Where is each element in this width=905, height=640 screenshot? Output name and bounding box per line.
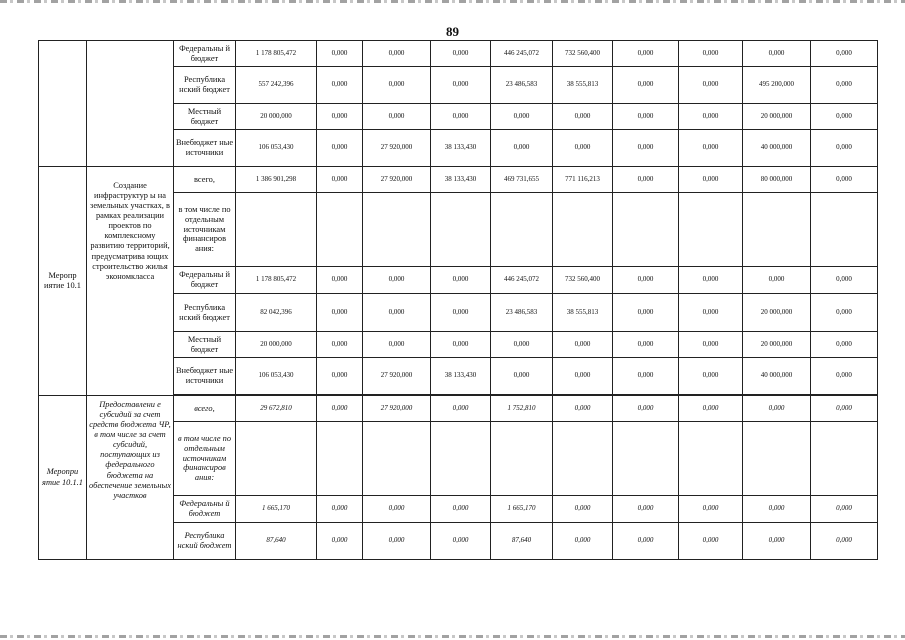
source-cell: Федеральны й бюджет — [174, 267, 236, 294]
value-cell: 0,000 — [431, 267, 491, 294]
value-cell: 29 672,810 — [236, 396, 317, 422]
value-cell: 0,000 — [613, 167, 679, 193]
value-cell: 0,000 — [679, 396, 743, 422]
value-cell: 0,000 — [613, 267, 679, 294]
source-cell: Внебюджет ные источники — [174, 130, 236, 167]
value-cell — [363, 422, 431, 496]
value-cell: 0,000 — [431, 523, 491, 560]
value-cell: 0,000 — [613, 67, 679, 104]
scan-edge-bottom — [0, 635, 905, 638]
value-cell: 38 133,430 — [431, 358, 491, 395]
table-row — [39, 41, 878, 67]
value-cell: 82 042,396 — [236, 294, 317, 332]
value-cell — [743, 422, 811, 496]
value-cell: 0,000 — [679, 104, 743, 130]
value-cell: 0,000 — [613, 332, 679, 358]
action-cell: Меропри ятие 10.1.1 — [39, 396, 87, 560]
source-cell: Местный бюджет — [174, 104, 236, 130]
value-cell: 0,000 — [811, 358, 878, 395]
value-cell — [553, 193, 613, 267]
value-cell: 40 000,000 — [743, 358, 811, 395]
value-cell: 38 555,813 — [553, 67, 613, 104]
action-cell: Меропр иятие 10.1 — [39, 167, 87, 396]
value-cell: 0,000 — [363, 41, 431, 67]
value-cell: 0,000 — [491, 332, 553, 358]
value-cell: 0,000 — [811, 267, 878, 294]
source-cell: Республика нский бюджет — [174, 67, 236, 104]
value-cell: 0,000 — [553, 496, 613, 523]
source-cell: Внебюджет ные источники — [174, 358, 236, 395]
value-cell — [811, 193, 878, 267]
value-cell: 0,000 — [811, 496, 878, 523]
value-cell: 0,000 — [431, 294, 491, 332]
value-cell: 495 200,000 — [743, 67, 811, 104]
value-cell: 0,000 — [811, 294, 878, 332]
value-cell: 0,000 — [431, 41, 491, 67]
name-cell: Предоставлени е субсидий за счет средств бюджета ЧР, в том числе за счет субсидий, поступающих из федерального бюджета на обеспечение земельных участков — [87, 396, 174, 560]
value-cell: 27 920,000 — [363, 167, 431, 193]
value-cell: 0,000 — [679, 41, 743, 67]
value-cell: 0,000 — [811, 332, 878, 358]
value-cell — [236, 422, 317, 496]
value-cell: 446 245,072 — [491, 267, 553, 294]
value-cell: 0,000 — [811, 41, 878, 67]
value-cell: 0,000 — [553, 130, 613, 167]
value-cell — [431, 193, 491, 267]
source-cell: Местный бюджет — [174, 332, 236, 358]
value-cell: 1 178 805,472 — [236, 41, 317, 67]
value-cell: 557 242,396 — [236, 67, 317, 104]
value-cell: 0,000 — [363, 294, 431, 332]
value-cell: 0,000 — [553, 332, 613, 358]
value-cell: 0,000 — [317, 294, 363, 332]
value-cell: 0,000 — [613, 294, 679, 332]
value-cell — [363, 193, 431, 267]
value-cell — [317, 422, 363, 496]
value-cell: 0,000 — [613, 130, 679, 167]
value-cell — [613, 422, 679, 496]
value-cell: 106 053,430 — [236, 130, 317, 167]
value-cell: 87,640 — [491, 523, 553, 560]
value-cell: 0,000 — [811, 396, 878, 422]
value-cell — [811, 422, 878, 496]
value-cell: 1 752,810 — [491, 396, 553, 422]
value-cell: 80 000,000 — [743, 167, 811, 193]
source-cell: Республика нский бюджет — [174, 523, 236, 560]
value-cell: 771 116,213 — [553, 167, 613, 193]
value-cell: 0,000 — [317, 167, 363, 193]
value-cell: 0,000 — [491, 358, 553, 395]
page-number: 89 — [446, 24, 459, 39]
value-cell: 27 920,000 — [363, 396, 431, 422]
value-cell: 0,000 — [317, 267, 363, 294]
value-cell: 0,000 — [363, 267, 431, 294]
source-cell: в том числе по отдельным источникам финансиров ания: — [174, 193, 236, 267]
value-cell: 0,000 — [431, 104, 491, 130]
value-cell: 446 245,072 — [491, 41, 553, 67]
value-cell: 0,000 — [743, 396, 811, 422]
value-cell: 87,640 — [236, 523, 317, 560]
value-cell: 1 665,170 — [236, 496, 317, 523]
value-cell: 0,000 — [679, 130, 743, 167]
value-cell: 38 555,813 — [553, 294, 613, 332]
value-cell: 0,000 — [317, 67, 363, 104]
value-cell: 0,000 — [679, 267, 743, 294]
value-cell: 0,000 — [613, 396, 679, 422]
action-cell — [39, 41, 87, 167]
value-cell: 23 486,583 — [491, 294, 553, 332]
value-cell: 0,000 — [491, 130, 553, 167]
value-cell: 0,000 — [363, 496, 431, 523]
value-cell: 0,000 — [811, 167, 878, 193]
value-cell: 0,000 — [743, 523, 811, 560]
value-cell: 0,000 — [317, 358, 363, 395]
value-cell: 27 920,000 — [363, 358, 431, 395]
value-cell: 38 133,430 — [431, 167, 491, 193]
value-cell: 0,000 — [317, 104, 363, 130]
value-cell: 0,000 — [679, 167, 743, 193]
value-cell: 0,000 — [613, 358, 679, 395]
value-cell: 0,000 — [317, 41, 363, 67]
value-cell: 0,000 — [811, 523, 878, 560]
value-cell: 0,000 — [679, 358, 743, 395]
value-cell: 20 000,000 — [236, 104, 317, 130]
value-cell: 0,000 — [613, 523, 679, 560]
source-cell: Федеральны й бюджет — [174, 41, 236, 67]
value-cell: 1 178 805,472 — [236, 267, 317, 294]
value-cell: 0,000 — [679, 332, 743, 358]
value-cell — [679, 193, 743, 267]
value-cell: 0,000 — [743, 41, 811, 67]
value-cell: 732 560,400 — [553, 41, 613, 67]
value-cell: 0,000 — [743, 496, 811, 523]
name-cell — [87, 41, 174, 167]
value-cell: 23 486,583 — [491, 67, 553, 104]
scan-edge-top — [0, 0, 905, 3]
value-cell: 0,000 — [613, 496, 679, 523]
value-cell: 27 920,000 — [363, 130, 431, 167]
value-cell: 20 000,000 — [743, 104, 811, 130]
value-cell: 106 053,430 — [236, 358, 317, 395]
source-cell: всего, — [174, 396, 236, 422]
value-cell: 0,000 — [811, 104, 878, 130]
value-cell: 1 665,170 — [491, 496, 553, 523]
value-cell: 0,000 — [317, 130, 363, 167]
value-cell: 0,000 — [553, 358, 613, 395]
value-cell: 0,000 — [317, 332, 363, 358]
value-cell: 469 731,655 — [491, 167, 553, 193]
value-cell: 0,000 — [679, 67, 743, 104]
value-cell: 0,000 — [317, 396, 363, 422]
value-cell: 0,000 — [613, 41, 679, 67]
value-cell: 20 000,000 — [236, 332, 317, 358]
value-cell — [743, 193, 811, 267]
value-cell: 0,000 — [553, 523, 613, 560]
name-cell: Создание инфраструктур ы на земельных участках, в рамках реализации проектов по комплексному развитию территорий, предусматрива ющих строительство жилья экономкласса — [87, 167, 174, 396]
value-cell: 0,000 — [679, 523, 743, 560]
value-cell — [613, 193, 679, 267]
source-cell: в том числе по отдельным источникам финансиров ания: — [174, 422, 236, 496]
value-cell — [491, 422, 553, 496]
value-cell: 1 386 901,298 — [236, 167, 317, 193]
table-row — [39, 396, 878, 422]
value-cell: 0,000 — [811, 130, 878, 167]
value-cell: 38 133,430 — [431, 130, 491, 167]
budget-table — [38, 40, 878, 560]
value-cell — [236, 193, 317, 267]
value-cell: 20 000,000 — [743, 332, 811, 358]
value-cell: 0,000 — [431, 396, 491, 422]
value-cell: 0,000 — [363, 104, 431, 130]
value-cell — [491, 193, 553, 267]
source-cell: всего, — [174, 167, 236, 193]
source-cell: Республика нский бюджет — [174, 294, 236, 332]
value-cell: 732 560,400 — [553, 267, 613, 294]
value-cell: 0,000 — [679, 294, 743, 332]
value-cell: 20 000,000 — [743, 294, 811, 332]
value-cell: 0,000 — [679, 496, 743, 523]
value-cell: 0,000 — [363, 67, 431, 104]
value-cell: 0,000 — [553, 396, 613, 422]
value-cell — [679, 422, 743, 496]
value-cell — [431, 422, 491, 496]
value-cell: 0,000 — [431, 332, 491, 358]
value-cell: 0,000 — [811, 67, 878, 104]
table-row — [39, 167, 878, 193]
value-cell — [317, 193, 363, 267]
value-cell: 0,000 — [317, 523, 363, 560]
value-cell: 40 000,000 — [743, 130, 811, 167]
value-cell — [553, 422, 613, 496]
value-cell: 0,000 — [317, 496, 363, 523]
value-cell: 0,000 — [553, 104, 613, 130]
value-cell: 0,000 — [491, 104, 553, 130]
value-cell: 0,000 — [363, 523, 431, 560]
value-cell: 0,000 — [363, 332, 431, 358]
value-cell: 0,000 — [743, 267, 811, 294]
value-cell: 0,000 — [613, 104, 679, 130]
source-cell: Федеральны й бюджет — [174, 496, 236, 523]
value-cell: 0,000 — [431, 67, 491, 104]
value-cell: 0,000 — [431, 496, 491, 523]
